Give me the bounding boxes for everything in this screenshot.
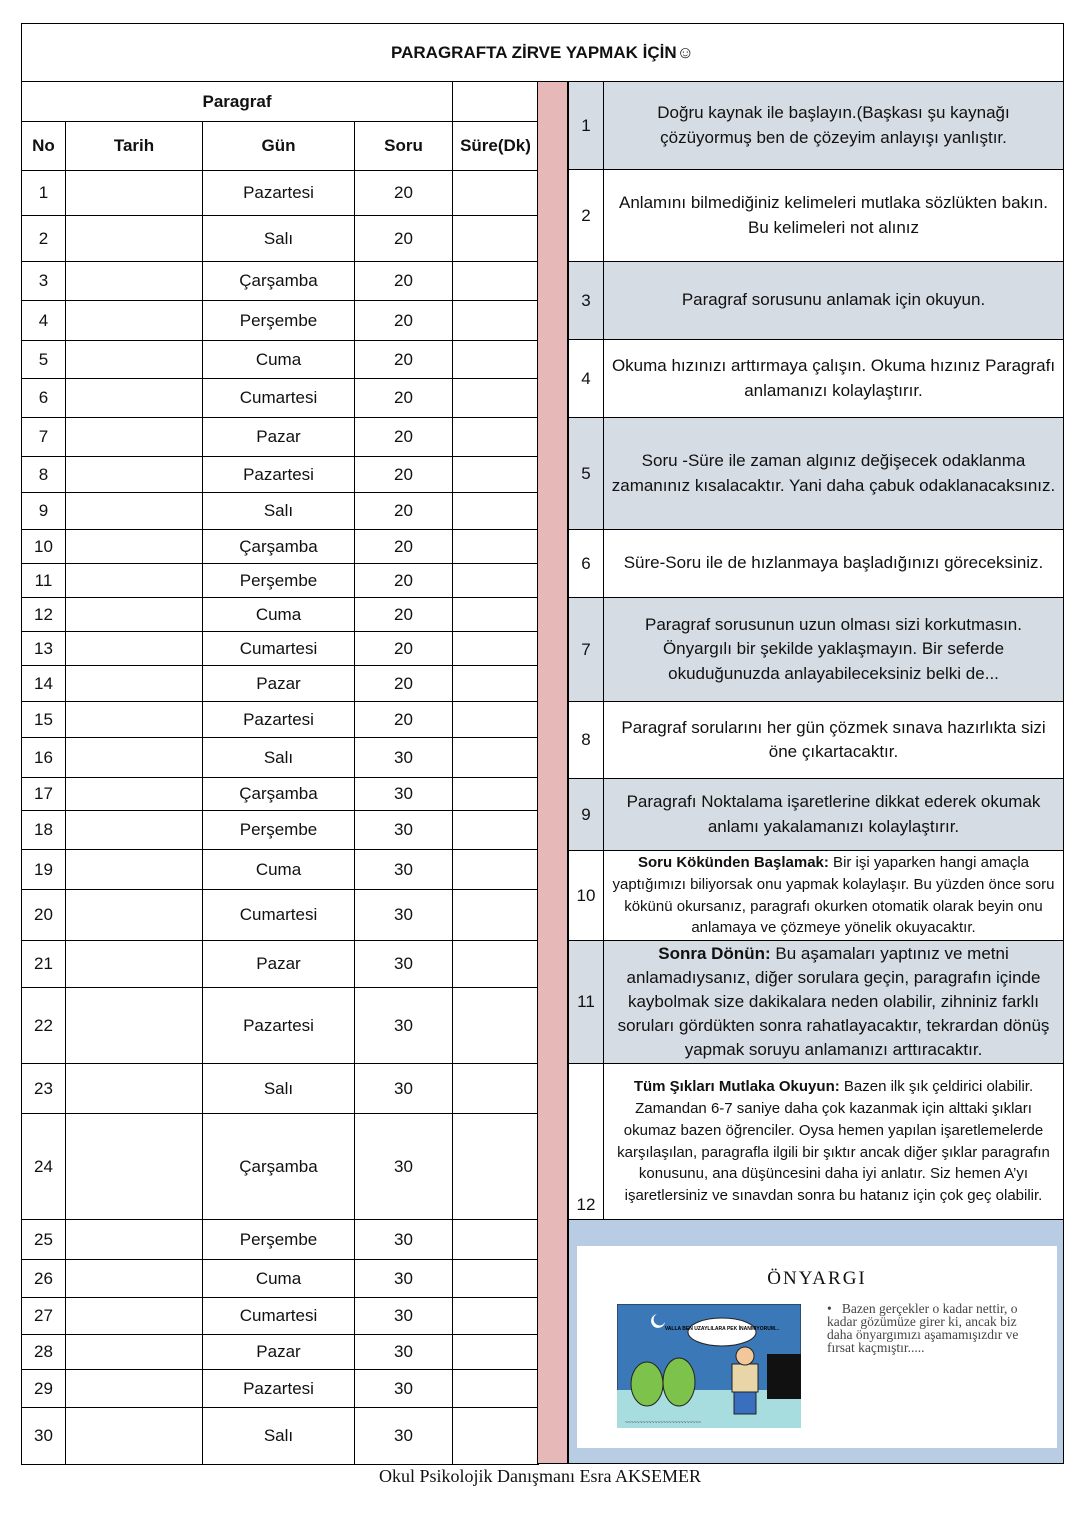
- gun-cell: Salı: [202, 1063, 355, 1114]
- slide-bullet-text: Bazen gerçekler o kadar nettir, o kadar gözümüze girer ki, ancak biz daha önyargımızı aşamamışızdır ve fırsat kaçmıştır.....: [827, 1301, 1019, 1355]
- tip-body: Paragraf sorusunu anlamak için okuyun.: [681, 290, 986, 310]
- soru-cell: 20: [354, 492, 453, 530]
- no-cell: 21: [21, 940, 66, 988]
- sure-cell[interactable]: [452, 597, 539, 632]
- tip-number: 11: [568, 940, 604, 1064]
- no-cell: 3: [21, 261, 66, 301]
- sure-cell[interactable]: [452, 1334, 539, 1370]
- tarih-cell[interactable]: [65, 300, 203, 341]
- tip-body: Soru -Süre ile zaman algınız değişecek odaklanma zamanınız kısalacaktır. Yani daha çabuk odaklanacaksınız.: [611, 451, 1056, 495]
- soru-cell: 30: [354, 849, 453, 890]
- sure-cell[interactable]: [452, 261, 539, 301]
- tarih-cell[interactable]: [65, 1259, 203, 1298]
- column-header-tarih: Tarih: [65, 121, 203, 171]
- no-cell: 10: [21, 529, 66, 564]
- tip-text: [603, 169, 1064, 262]
- column-header-sure: Süre(Dk): [452, 121, 539, 171]
- no-cell: 11: [21, 563, 66, 598]
- tip-body: Paragrafı Noktalama işaretlerine dikkat ederek okumak anlamı yakalamanızı kolaylaştırır.: [626, 792, 1041, 836]
- svg-text:~~~~~~~~~~~~~~~~~~~~~~~~~~: ~~~~~~~~~~~~~~~~~~~~~~~~~~: [625, 1420, 701, 1426]
- sure-cell[interactable]: [452, 456, 539, 493]
- tarih-cell[interactable]: [65, 940, 203, 988]
- sure-cell[interactable]: [452, 737, 539, 778]
- soru-cell: 20: [354, 170, 453, 216]
- gun-cell: Pazartesi: [202, 170, 355, 216]
- tip-text: [603, 339, 1064, 418]
- tip-number: 8: [568, 701, 604, 779]
- gun-cell: Perşembe: [202, 1219, 355, 1260]
- paragraf-group-header: Paragraf: [21, 81, 453, 122]
- no-cell: 13: [21, 631, 66, 666]
- sure-cell[interactable]: [452, 340, 539, 379]
- gun-cell: Pazar: [202, 940, 355, 988]
- tarih-cell[interactable]: [65, 810, 203, 850]
- soru-cell: 20: [354, 701, 453, 738]
- gun-cell: Salı: [202, 215, 355, 262]
- sure-cell[interactable]: [452, 940, 539, 988]
- tip-text: [603, 850, 1064, 941]
- no-cell: 29: [21, 1369, 66, 1408]
- gun-cell: Pazartesi: [202, 987, 355, 1064]
- sure-cell[interactable]: [452, 810, 539, 850]
- no-cell: 30: [21, 1407, 66, 1465]
- soru-cell: 20: [354, 417, 453, 457]
- soru-cell: 20: [354, 631, 453, 666]
- sure-cell[interactable]: [452, 889, 539, 941]
- tarih-cell[interactable]: [65, 492, 203, 530]
- no-cell: 18: [21, 810, 66, 850]
- footer-author: Okul Psikolojik Danışmanı Esra AKSEMER: [378, 1466, 701, 1486]
- tip-number: 12: [568, 1063, 604, 1220]
- sure-cell[interactable]: [452, 417, 539, 457]
- tarih-cell[interactable]: [65, 665, 203, 702]
- slide-bullet: • Bazen gerçekler o kadar nettir, o kadar gözümüze girer ki, ancak biz daha önyargımızı aşamamışızdır ve fırsat kaçmıştır.....: [827, 1301, 1019, 1355]
- tarih-cell[interactable]: [65, 701, 203, 738]
- no-cell: 12: [21, 597, 66, 632]
- tip-text: [603, 597, 1064, 702]
- gun-cell: Pazartesi: [202, 1369, 355, 1408]
- slide-title: ÖNYARGI: [767, 1268, 867, 1289]
- tip-body: Bu aşamaları yaptınız ve metni anlamadıysanız, diğer sorulara geçin, paragrafın içinde kaybolmak size dakikalara neden olabilir, zihniniz farklı soruları gördükten sonra rahatlayacaktır, tekrardan dönüş yapmak soruyu anlamanızı arttıracaktır.: [617, 943, 1050, 1060]
- sure-cell[interactable]: [452, 300, 539, 341]
- tip-number: 1: [568, 81, 604, 170]
- sure-cell[interactable]: [452, 987, 539, 1064]
- no-cell: 25: [21, 1219, 66, 1260]
- tip-heading: Sonra Dönün:: [658, 943, 771, 963]
- sure-cell[interactable]: [452, 849, 539, 890]
- tarih-cell[interactable]: [65, 1113, 203, 1220]
- soru-cell: 30: [354, 940, 453, 988]
- sure-cell[interactable]: [452, 1113, 539, 1220]
- tip-number: 7: [568, 597, 604, 702]
- sure-cell[interactable]: [452, 701, 539, 738]
- soru-cell: 30: [354, 1369, 453, 1408]
- sure-cell[interactable]: [452, 563, 539, 598]
- soru-cell: 20: [354, 665, 453, 702]
- no-cell: 16: [21, 737, 66, 778]
- sure-cell[interactable]: [452, 529, 539, 564]
- tip-text: [603, 1063, 1064, 1220]
- no-cell: 4: [21, 300, 66, 341]
- tarih-cell[interactable]: [65, 1369, 203, 1408]
- tip-text: [603, 529, 1064, 598]
- tarih-cell[interactable]: [65, 1334, 203, 1370]
- gun-cell: Çarşamba: [202, 529, 355, 564]
- tarih-cell[interactable]: [65, 1297, 203, 1335]
- gun-cell: Cuma: [202, 1259, 355, 1298]
- column-header-no: No: [21, 121, 66, 171]
- soru-cell: 30: [354, 889, 453, 941]
- gun-cell: Çarşamba: [202, 261, 355, 301]
- onyargi-slide-image: [568, 1219, 1064, 1464]
- no-cell: 28: [21, 1334, 66, 1370]
- no-cell: 5: [21, 340, 66, 379]
- tip-number: 3: [568, 261, 604, 340]
- tip-body: Süre-Soru ile de hızlanmaya başladığınızı göreceksiniz.: [623, 553, 1044, 573]
- tip-text: [603, 417, 1064, 530]
- no-cell: 7: [21, 417, 66, 457]
- column-header-gun: Gün: [202, 121, 355, 171]
- tarih-cell[interactable]: [65, 1407, 203, 1465]
- tarih-cell[interactable]: [65, 849, 203, 890]
- sure-cell[interactable]: [452, 492, 539, 530]
- tarih-cell[interactable]: [65, 261, 203, 301]
- soru-cell: 20: [354, 597, 453, 632]
- tip-text: [603, 261, 1064, 340]
- gun-cell: Pazar: [202, 417, 355, 457]
- tarih-cell[interactable]: [65, 378, 203, 418]
- soru-cell: 30: [354, 777, 453, 811]
- no-cell: 17: [21, 777, 66, 811]
- tarih-cell[interactable]: [65, 597, 203, 632]
- sure-cell[interactable]: [452, 170, 539, 216]
- gun-cell: Perşembe: [202, 563, 355, 598]
- soru-cell: 20: [354, 215, 453, 262]
- soru-cell: 30: [354, 1063, 453, 1114]
- sure-cell[interactable]: [452, 1407, 539, 1465]
- gun-cell: Cuma: [202, 849, 355, 890]
- soru-cell: 20: [354, 340, 453, 379]
- no-cell: 20: [21, 889, 66, 941]
- soru-cell: 30: [354, 1113, 453, 1220]
- tip-heading: Soru Kökünden Başlamak:: [638, 854, 829, 871]
- soru-cell: 30: [354, 1407, 453, 1465]
- tip-body: Okuma hızınızı arttırmaya çalışın. Okuma hızınız Paragrafı anlamanızı kolaylaştırır.: [611, 356, 1056, 400]
- gun-cell: Cumartesi: [202, 378, 355, 418]
- tip-number: 9: [568, 778, 604, 851]
- gun-cell: Cuma: [202, 340, 355, 379]
- no-cell: 2: [21, 215, 66, 262]
- soru-cell: 30: [354, 1219, 453, 1260]
- soru-cell: 20: [354, 529, 453, 564]
- tarih-cell[interactable]: [65, 737, 203, 778]
- no-cell: 27: [21, 1297, 66, 1335]
- soru-cell: 30: [354, 1297, 453, 1335]
- page-title: PARAGRAFTA ZİRVE YAPMAK İÇİN☺: [21, 23, 1064, 82]
- soru-cell: 30: [354, 810, 453, 850]
- sure-cell[interactable]: [452, 1259, 539, 1298]
- gun-cell: Salı: [202, 1407, 355, 1465]
- sure-cell[interactable]: [452, 665, 539, 702]
- tarih-cell[interactable]: [65, 215, 203, 262]
- tip-body: Paragraf sorusunun uzun olması sizi korkutmasın. Önyargılı bir şekilde yaklaşmayın. Bir seferde okuduğunuzda anlayabileceksiniz belki de...: [644, 615, 1022, 683]
- no-cell: 6: [21, 378, 66, 418]
- tip-body: Anlamını bilmediğiniz kelimeleri mutlaka sözlükten bakın. Bu kelimeleri not alınız: [619, 193, 1048, 237]
- tip-body: Bazen ilk şık çeldirici olabilir. Zamandan 6-7 saniye daha çok kazanmak için alttaki şıkları okumaz bazen öğrenciler. Oysa hemen yapılan işaretlemelerde karşılaşılan, paragrafla ilgili bir şıktır ancak diğer şıklar paragrafın konusunu, ana düşüncesini daha iyi anlatır. Siz hemen A’yı işaretlersiniz ve sınavdan sonra bu hatanız için çok geç olabilir.: [617, 1078, 1050, 1204]
- tarih-cell[interactable]: [65, 1063, 203, 1114]
- tip-text: [603, 940, 1064, 1064]
- soru-cell: 20: [354, 300, 453, 341]
- gun-cell: Pazartesi: [202, 456, 355, 493]
- gun-cell: Perşembe: [202, 810, 355, 850]
- gun-cell: Pazar: [202, 1334, 355, 1370]
- no-cell: 26: [21, 1259, 66, 1298]
- sure-cell[interactable]: [452, 215, 539, 262]
- soru-cell: 20: [354, 378, 453, 418]
- tip-number: 2: [568, 169, 604, 262]
- sure-cell[interactable]: [452, 631, 539, 666]
- cartoon-illustration: [617, 1304, 801, 1428]
- gun-cell: Pazartesi: [202, 701, 355, 738]
- tip-number: 4: [568, 339, 604, 418]
- gun-cell: Salı: [202, 492, 355, 530]
- soru-cell: 30: [354, 987, 453, 1064]
- soru-cell: 30: [354, 737, 453, 778]
- no-cell: 24: [21, 1113, 66, 1220]
- tip-body: Doğru kaynak ile başlayın.(Başkası şu kaynağı çözüyormuş ben de çözeyim anlayışı yanlıştır.: [657, 103, 1010, 147]
- tip-number: 5: [568, 417, 604, 530]
- tip-heading: Tüm Şıkları Mutlaka Okuyun:: [633, 1078, 840, 1096]
- gun-cell: Çarşamba: [202, 777, 355, 811]
- tip-text: [603, 701, 1064, 779]
- sure-cell[interactable]: [452, 1369, 539, 1408]
- divider-strip: [537, 81, 568, 1464]
- tarih-cell[interactable]: [65, 777, 203, 811]
- tarih-cell[interactable]: [65, 170, 203, 216]
- gun-cell: Pazar: [202, 665, 355, 702]
- tarih-cell[interactable]: [65, 889, 203, 941]
- gun-cell: Cumartesi: [202, 631, 355, 666]
- soru-cell: 20: [354, 563, 453, 598]
- no-cell: 1: [21, 170, 66, 216]
- tip-text: [603, 778, 1064, 851]
- gun-cell: Çarşamba: [202, 1113, 355, 1220]
- gun-cell: Cumartesi: [202, 889, 355, 941]
- soru-cell: 20: [354, 261, 453, 301]
- no-cell: 14: [21, 665, 66, 702]
- gun-cell: Perşembe: [202, 300, 355, 341]
- gun-cell: Salı: [202, 737, 355, 778]
- empty-header-cell: [452, 81, 538, 122]
- sure-cell[interactable]: [452, 1063, 539, 1114]
- tarih-cell[interactable]: [65, 456, 203, 493]
- sure-cell[interactable]: [452, 1297, 539, 1335]
- tarih-cell[interactable]: [65, 1219, 203, 1260]
- tarih-cell[interactable]: [65, 987, 203, 1064]
- speech-bubble-text: VALLA BEN UZAYLILARA PEK İNANMIYORUM...: [664, 1326, 780, 1332]
- sure-cell[interactable]: [452, 1219, 539, 1260]
- tip-body: Paragraf sorularını her gün çözmek sınava hazırlıkta sizi öne çıkartacaktır.: [621, 717, 1046, 761]
- soru-cell: 30: [354, 1259, 453, 1298]
- no-cell: 19: [21, 849, 66, 890]
- tarih-cell[interactable]: [65, 340, 203, 379]
- tip-number: 6: [568, 529, 604, 598]
- no-cell: 9: [21, 492, 66, 530]
- tip-number: 10: [568, 850, 604, 941]
- no-cell: 8: [21, 456, 66, 493]
- tarih-cell[interactable]: [65, 529, 203, 564]
- soru-cell: 20: [354, 456, 453, 493]
- tarih-cell[interactable]: [65, 631, 203, 666]
- gun-cell: Cuma: [202, 597, 355, 632]
- soru-cell: 30: [354, 1334, 453, 1370]
- tip-text: [603, 81, 1064, 170]
- no-cell: 22: [21, 987, 66, 1064]
- tip-body: Bir işi yaparken hangi amaçla yaptığımızı biliyorsak onu yapmak kolaylaşır. Bu yüzden önce soru kökünü okursanız, paragrafı okurken otomatik olarak beyin onu anlamaya ve çözmeye yönelik okuyacaktır.: [612, 854, 1055, 937]
- sure-cell[interactable]: [452, 777, 539, 811]
- no-cell: 15: [21, 701, 66, 738]
- no-cell: 23: [21, 1063, 66, 1114]
- gun-cell: Cumartesi: [202, 1297, 355, 1335]
- column-header-soru: Soru: [354, 121, 453, 171]
- tarih-cell[interactable]: [65, 417, 203, 457]
- sure-cell[interactable]: [452, 378, 539, 418]
- tarih-cell[interactable]: [65, 563, 203, 598]
